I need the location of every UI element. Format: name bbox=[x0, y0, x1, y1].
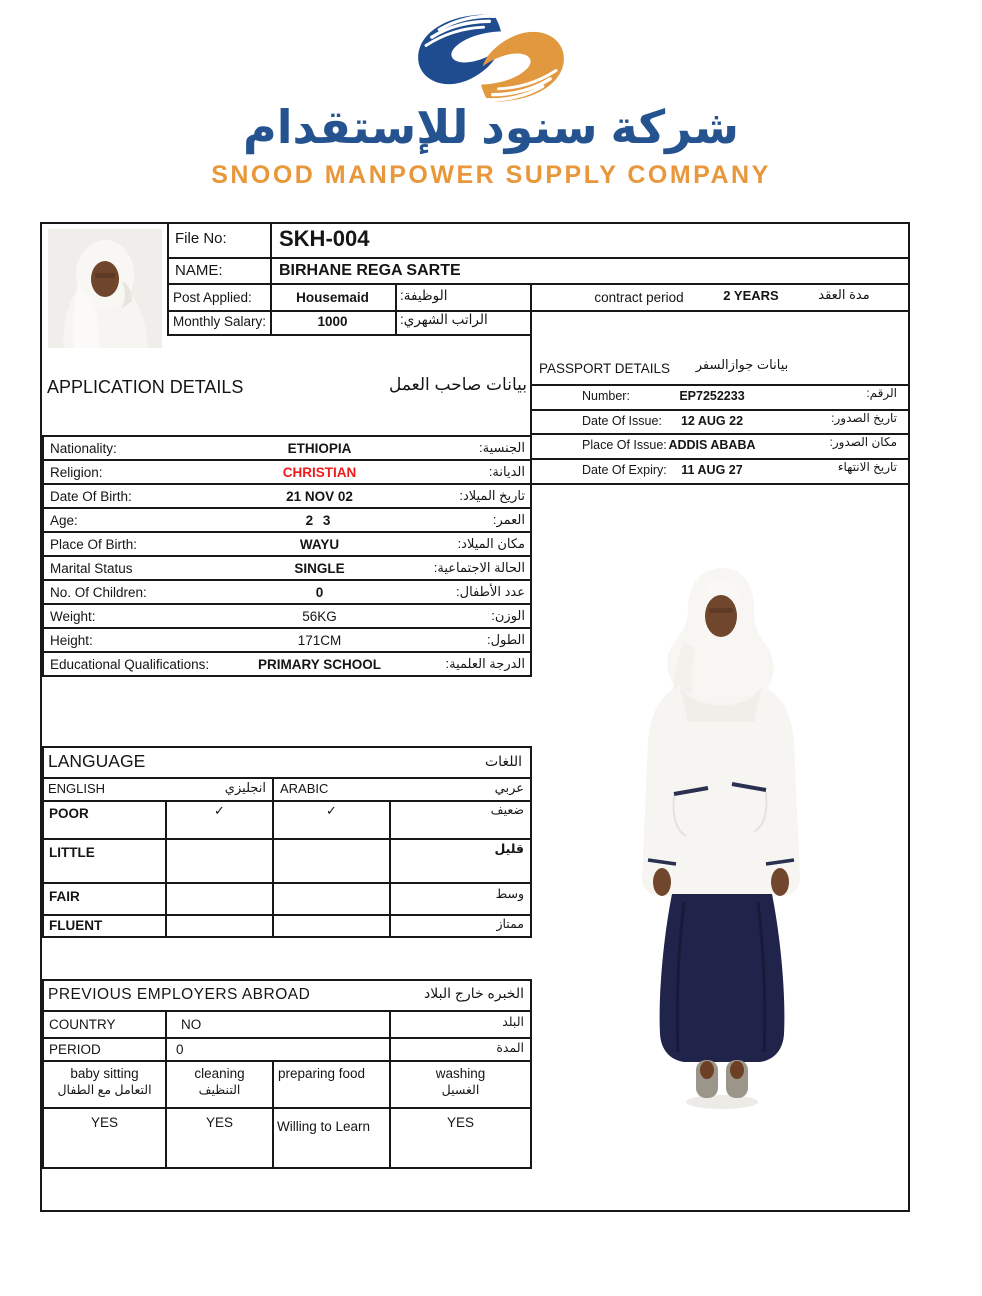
application-row-place-of-birth bbox=[42, 531, 532, 557]
field-label-arabic: الوزن: bbox=[491, 608, 525, 623]
application-row-education bbox=[42, 651, 532, 677]
period-arabic-cell bbox=[389, 1037, 532, 1062]
field-value: WAYU bbox=[299, 536, 340, 552]
skill-cleaning-header bbox=[165, 1060, 274, 1109]
level-label: FAIR bbox=[49, 889, 80, 904]
application-row-marital-status bbox=[42, 555, 532, 581]
check-mark: ✓ bbox=[214, 803, 225, 818]
name-label: NAME: bbox=[175, 262, 223, 279]
country-value: NO bbox=[181, 1017, 202, 1032]
skill-name: preparing food bbox=[278, 1066, 366, 1081]
field-label: Nationality: bbox=[50, 440, 117, 456]
skill-name-arabic: التعامل مع الطفال bbox=[57, 1083, 152, 1097]
monthly-salary-label: Monthly Salary: bbox=[173, 314, 267, 329]
skill-name-arabic: الغسيل bbox=[441, 1083, 480, 1097]
field-value: PRIMARY SCHOOL bbox=[257, 656, 381, 672]
contract-period-label-arabic: مدة العقد bbox=[818, 287, 870, 302]
post-applied-label: Post Applied: bbox=[173, 290, 252, 305]
fair-arabic-check-cell bbox=[272, 882, 391, 916]
level-label: POOR bbox=[49, 806, 89, 821]
passport-issue-place-label: Place Of Issue: bbox=[582, 438, 667, 452]
application-row-children bbox=[42, 579, 532, 605]
little-arabic-check-cell bbox=[272, 838, 391, 884]
skill-washing-value-cell bbox=[389, 1107, 532, 1169]
language-title-row bbox=[42, 746, 532, 779]
skill-preparing-food-header bbox=[272, 1060, 391, 1109]
field-label: Date Of Birth: bbox=[50, 488, 132, 504]
passport-expiry-date-label: Date Of Expiry: bbox=[582, 463, 667, 477]
monthly-salary-value: 1000 bbox=[317, 314, 348, 329]
period-value-cell bbox=[165, 1037, 391, 1062]
experience-section-title: PREVIOUS EMPLOYERS ABROAD bbox=[48, 986, 311, 1003]
company-name-arabic: شركة سنود للإستقدام bbox=[243, 101, 739, 153]
arabic-column-header: ARABIC bbox=[280, 781, 329, 796]
skill-cleaning-value-cell bbox=[165, 1107, 274, 1169]
application-row-height bbox=[42, 627, 532, 653]
level-label-arabic: وسط bbox=[495, 887, 524, 901]
field-value: 56KG bbox=[302, 608, 337, 624]
application-row-nationality bbox=[42, 435, 532, 461]
application-section-title: APPLICATION DETAILS bbox=[47, 377, 244, 397]
passport-issue-date-value: 12 AUG 22 bbox=[680, 414, 744, 428]
check-mark: ✓ bbox=[326, 803, 337, 818]
field-label: No. Of Children: bbox=[50, 584, 147, 600]
field-label-arabic: الديانة: bbox=[488, 464, 525, 479]
contract-period-value: 2 YEARS bbox=[723, 288, 779, 303]
application-row-religion bbox=[42, 459, 532, 485]
passport-issue-date-label: Date Of Issue: bbox=[582, 414, 662, 428]
period-value: 0 bbox=[176, 1042, 184, 1057]
fair-english-check-cell bbox=[165, 882, 274, 916]
passport-issue-place-label-arabic: مكان الصدور: bbox=[829, 435, 897, 449]
field-value: 171CM bbox=[297, 632, 342, 648]
language-col-english bbox=[42, 777, 274, 802]
fair-arabic-label-cell bbox=[389, 882, 532, 916]
skill-name: cleaning bbox=[194, 1066, 245, 1081]
fluent-english-check-cell bbox=[165, 914, 274, 938]
little-arabic-label-cell bbox=[389, 838, 532, 884]
passport-expiry-date-value: 11 AUG 27 bbox=[681, 463, 743, 477]
field-label-arabic: العمر: bbox=[492, 512, 525, 527]
english-column-header: ENGLISH bbox=[48, 781, 106, 796]
name-value: BIRHANE REGA SARTE bbox=[279, 262, 461, 279]
field-label-arabic: الحالة الاجتماعية: bbox=[433, 560, 525, 575]
little-english-check-cell bbox=[165, 838, 274, 884]
field-value: 21 NOV 02 bbox=[286, 488, 353, 504]
field-label: Religion: bbox=[50, 464, 103, 480]
skill-preparing-food-value-cell bbox=[272, 1107, 391, 1169]
field-label-arabic: الجنسية: bbox=[479, 440, 525, 455]
application-section-title-arabic: بيانات صاحب العمل bbox=[388, 375, 527, 394]
level-label-arabic: قليل bbox=[494, 842, 524, 856]
poor-arabic-label-cell bbox=[389, 800, 532, 840]
level-label: LITTLE bbox=[49, 845, 95, 860]
field-label-arabic: الدرجة العلمية: bbox=[445, 656, 525, 671]
skill-value: YES bbox=[446, 1115, 474, 1130]
country-label-arabic: البلد bbox=[502, 1015, 524, 1029]
skill-washing-header bbox=[389, 1060, 532, 1109]
arabic-column-header-arabic: عربي bbox=[494, 780, 524, 795]
field-label-arabic: مكان الميلاد: bbox=[457, 536, 525, 551]
field-label: Marital Status bbox=[50, 560, 133, 576]
poor-english-check-cell bbox=[165, 800, 274, 840]
level-label-arabic: ممتاز bbox=[496, 917, 524, 931]
post-applied-value: Housemaid bbox=[296, 290, 369, 305]
monthly-salary-label-arabic: الراتب الشهري: bbox=[400, 312, 488, 327]
period-label: PERIOD bbox=[49, 1042, 101, 1057]
field-value: 2 3 bbox=[305, 512, 334, 528]
passport-number-label-arabic: الرقم: bbox=[866, 386, 897, 400]
passport-section-title: PASSPORT DETAILS bbox=[539, 361, 671, 376]
field-value: 0 bbox=[315, 584, 324, 600]
applicant-full-body-photo bbox=[614, 562, 852, 1118]
company-logo-icon bbox=[403, 8, 579, 108]
level-little-label-cell bbox=[42, 838, 167, 884]
period-label-cell bbox=[42, 1037, 167, 1062]
passport-issue-date-label-arabic: تاريخ الصدور: bbox=[831, 411, 897, 425]
field-value: SINGLE bbox=[294, 560, 345, 576]
field-value: ETHIOPIA bbox=[287, 440, 352, 456]
passport-number-label: Number: bbox=[582, 389, 630, 403]
fluent-arabic-check-cell bbox=[272, 914, 391, 938]
field-label: Educational Qualifications: bbox=[50, 656, 210, 672]
period-label-arabic: المدة bbox=[496, 1041, 524, 1055]
passport-expiry-date-label-arabic: تاريخ الانتهاء bbox=[837, 460, 897, 474]
application-row-age bbox=[42, 507, 532, 533]
skill-value: YES bbox=[90, 1115, 118, 1130]
field-label-arabic: عدد الأطفال: bbox=[456, 584, 525, 599]
experience-section-title-arabic: الخبره خارج البلاد bbox=[424, 985, 524, 1001]
country-arabic-cell bbox=[389, 1010, 532, 1039]
skill-baby-sitting-value-cell bbox=[42, 1107, 167, 1169]
post-applied-label-arabic: الوظيفة: bbox=[400, 288, 448, 303]
language-col-arabic bbox=[272, 777, 532, 802]
language-section-title-arabic: اللغات bbox=[485, 753, 522, 769]
country-value-cell bbox=[165, 1010, 391, 1039]
language-section-title: LANGUAGE bbox=[48, 751, 146, 771]
company-name-english: SNOOD MANPOWER SUPPLY COMPANY bbox=[211, 161, 771, 189]
skill-name-arabic: التنظيف bbox=[198, 1083, 241, 1097]
field-label: Age: bbox=[50, 512, 78, 528]
level-poor-label-cell bbox=[42, 800, 167, 840]
country-label: COUNTRY bbox=[49, 1017, 116, 1032]
file-no-value: SKH-004 bbox=[279, 226, 370, 251]
field-value: CHRISTIAN bbox=[282, 464, 357, 480]
passport-section-title-arabic: بيانات جوازالسفر bbox=[695, 357, 789, 372]
level-fair-label-cell bbox=[42, 882, 167, 916]
applicant-headshot-photo bbox=[48, 229, 162, 348]
level-label: FLUENT bbox=[49, 918, 103, 933]
english-column-header-arabic: انجليزي bbox=[224, 780, 266, 795]
country-label-cell bbox=[42, 1010, 167, 1039]
skill-value: Willing to Learn bbox=[277, 1119, 371, 1134]
passport-number-value: EP7252233 bbox=[679, 389, 745, 403]
application-form bbox=[40, 222, 910, 1212]
skill-value: YES bbox=[205, 1115, 233, 1130]
level-fluent-label-cell bbox=[42, 914, 167, 938]
level-label-arabic: ضعيف bbox=[490, 803, 524, 817]
field-label: Weight: bbox=[50, 608, 96, 624]
contract-period-label: contract period bbox=[594, 290, 684, 305]
field-label: Height: bbox=[50, 632, 93, 648]
skill-name: baby sitting bbox=[70, 1066, 139, 1081]
poor-arabic-check-cell bbox=[272, 800, 391, 840]
skill-name: washing bbox=[435, 1066, 486, 1081]
application-row-weight bbox=[42, 603, 532, 629]
field-label-arabic: الطول: bbox=[486, 632, 525, 647]
experience-title-row bbox=[42, 979, 532, 1012]
file-no-label: File No: bbox=[175, 230, 227, 247]
passport-issue-place-value: ADDIS ABABA bbox=[668, 438, 756, 452]
skill-baby-sitting-header bbox=[42, 1060, 167, 1109]
application-row-date-of-birth bbox=[42, 483, 532, 509]
field-label: Place Of Birth: bbox=[50, 536, 138, 552]
fluent-arabic-label-cell bbox=[389, 914, 532, 938]
field-label-arabic: تاريخ الميلاد: bbox=[459, 488, 525, 503]
